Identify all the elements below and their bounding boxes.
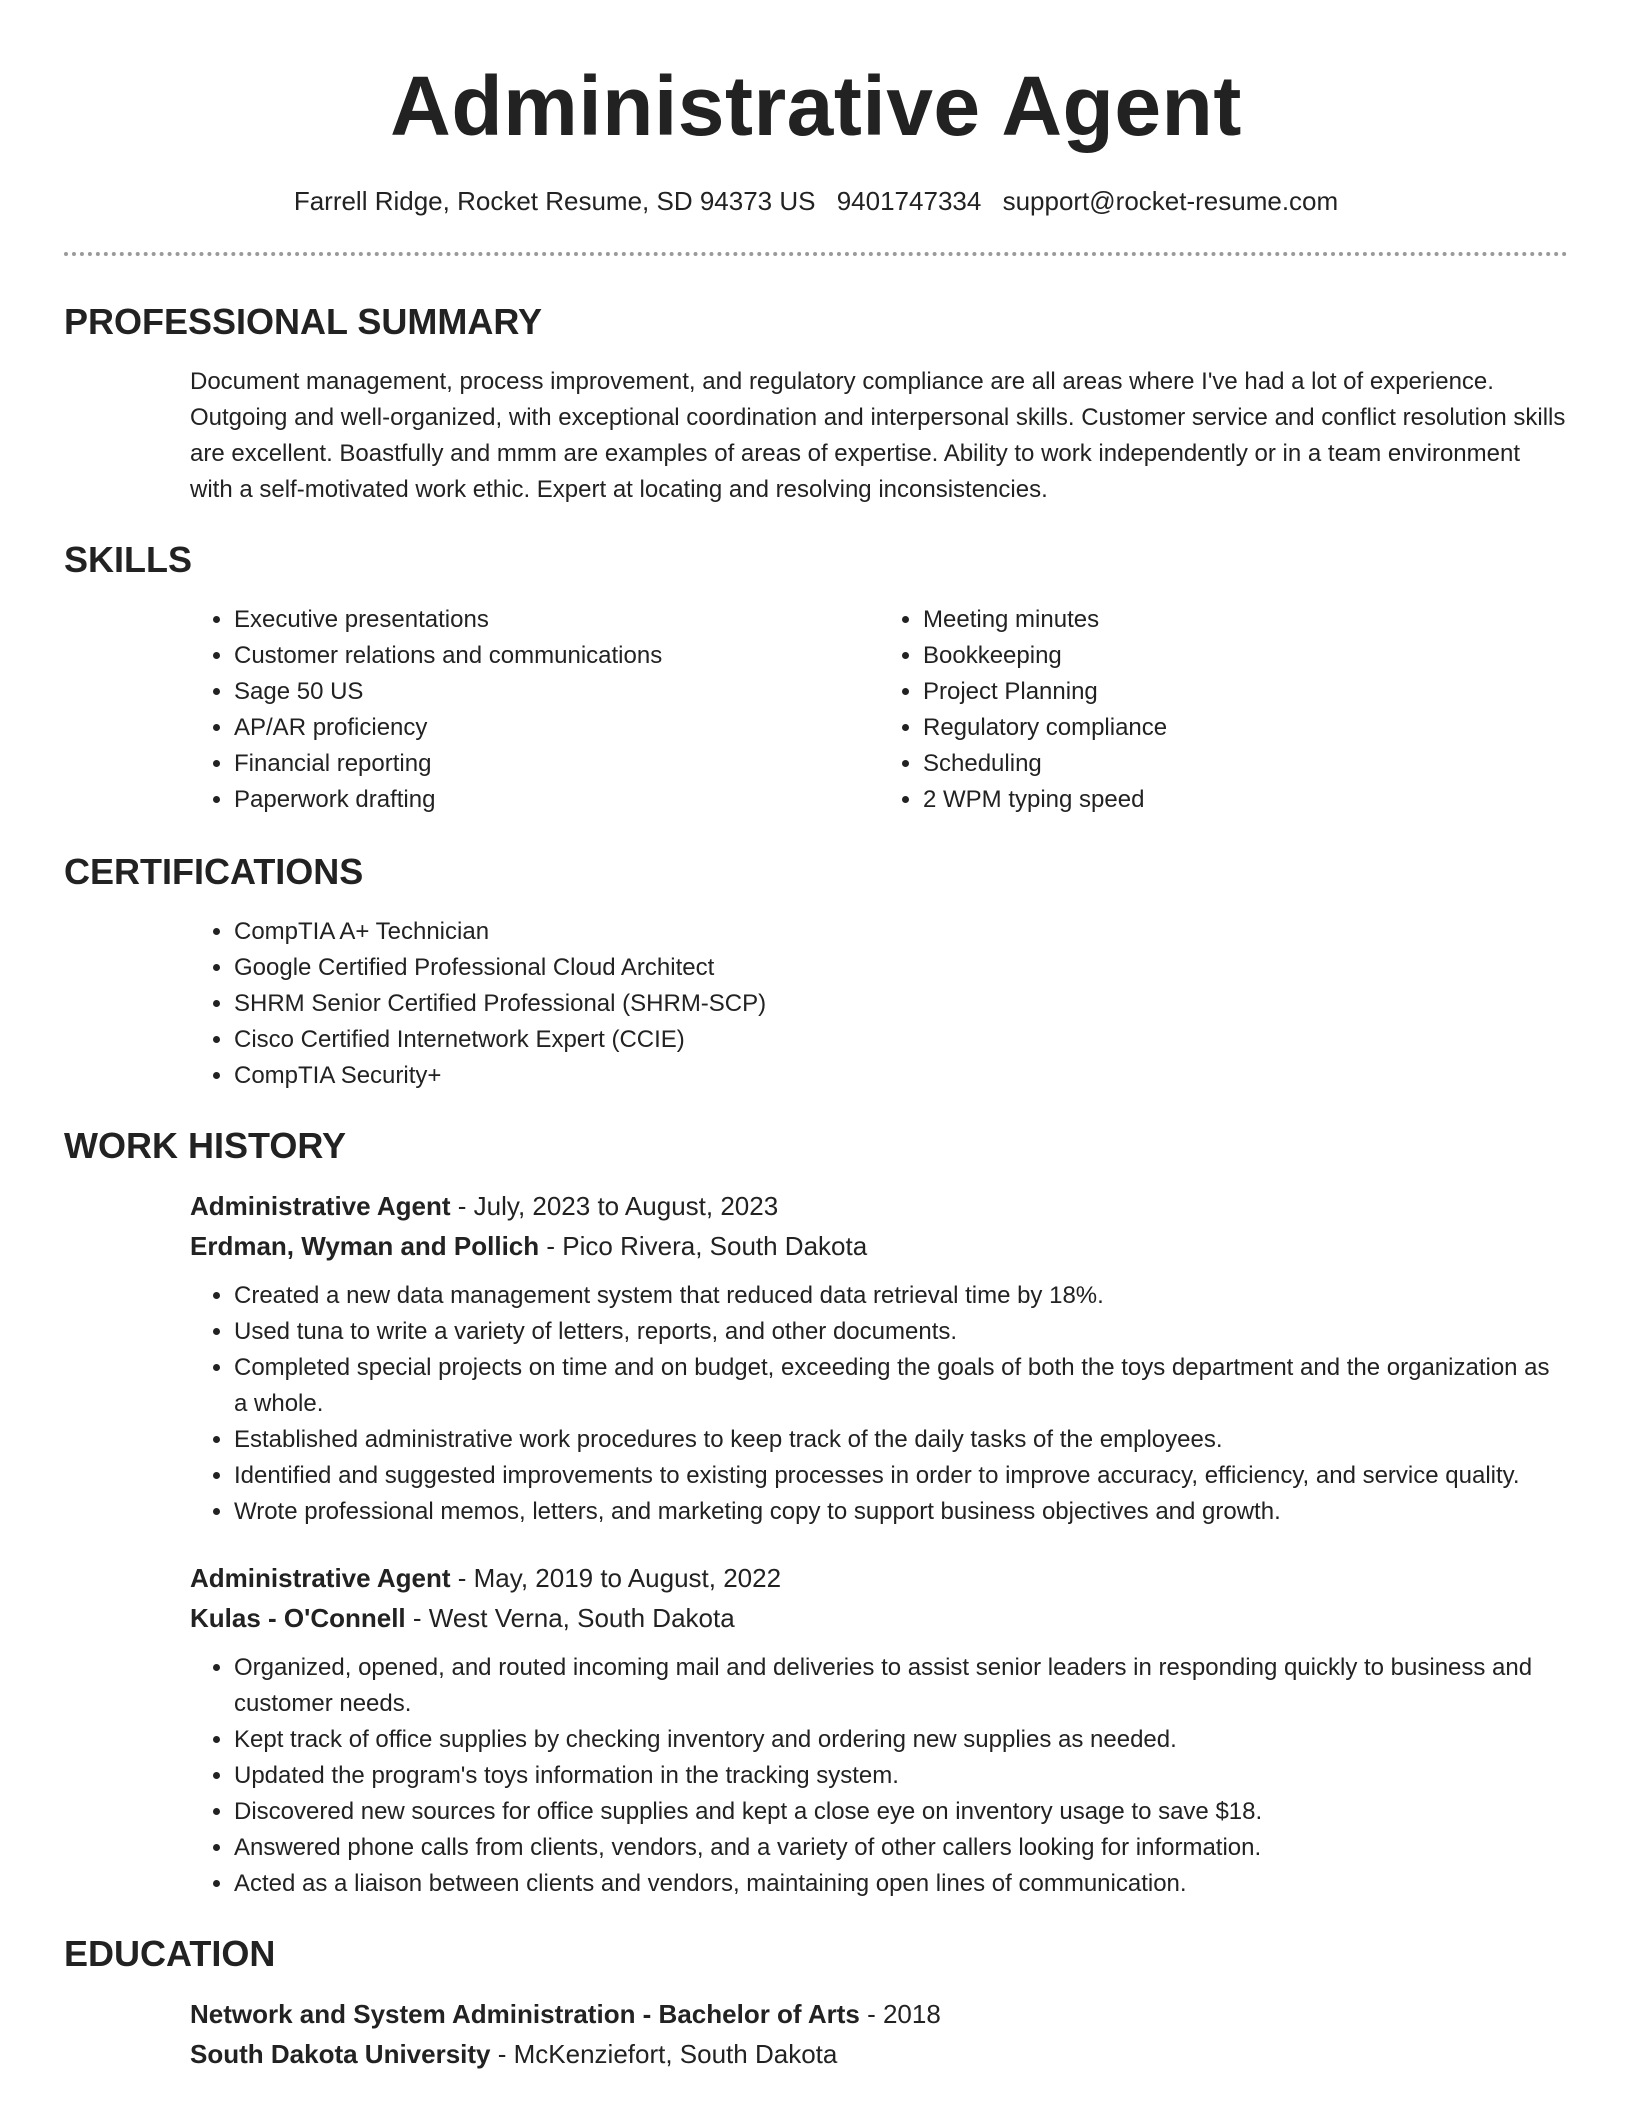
list-item: • Used tuna to write a variety of letters, reports, and other documents.: [234, 1314, 1568, 1350]
list-item: • Acted as a liaison between clients and vendors, maintaining open lines of communication.: [234, 1866, 1568, 1902]
list-item: • Sage 50 US: [234, 674, 879, 710]
list-item: • Google Certified Professional Cloud Architect: [234, 950, 1568, 986]
list-item: • Identified and suggested improvements to existing processes in order to improve accuracy, efficiency, and service quality.: [234, 1458, 1568, 1494]
list-item: • AP/AR proficiency: [234, 710, 879, 746]
list-item: • Kept track of office supplies by checking inventory and ordering new supplies as needed.: [234, 1722, 1568, 1758]
candidate-name: Administrative Agent: [390, 59, 1242, 153]
summary-text: Document management, process improvement, and regulatory compliance are all areas where I've had a lot of experience. Outgoing and well-organized, with exceptional coordination and interpersonal skills. Customer service and conflict resolution skills are excellent. Boastfully and mmm are examples of areas of expertise. Ability to work independently or in a team environment with a self-motivated work ethic. Expert at locating and resolving inconsistencies.: [190, 368, 1566, 503]
list-item: • Completed special projects on time and on budget, exceeding the goals of both the toys department and the organization as a whole.: [234, 1350, 1568, 1422]
list-item: • Discovered new sources for office supplies and kept a close eye on inventory usage to save $18.: [234, 1794, 1568, 1830]
job-location: - West Verna, South Dakota: [405, 1603, 735, 1633]
certifications-heading: CERTIFICATIONS: [64, 851, 364, 892]
education-entry: [190, 1994, 1568, 2074]
email: support@rocket-resume.com: [1002, 186, 1339, 216]
list-item: • Organized, opened, and routed incoming mail and deliveries to assist senior leaders in responding quickly to business and customer needs.: [234, 1650, 1568, 1722]
job-title-line: [190, 1186, 1568, 1226]
header-divider: [64, 252, 1568, 256]
job-entry: [190, 1186, 1568, 1530]
address: Farrell Ridge, Rocket Resume, SD 94373 US: [293, 186, 816, 216]
job-duties-list: [190, 1278, 1568, 1530]
job-role: Administrative Agent: [190, 1191, 451, 1221]
contact-line: [64, 184, 1568, 218]
job-company-line: [190, 1226, 1568, 1266]
list-item: • Financial reporting: [234, 746, 879, 782]
list-item: • Established administrative work procedures to keep track of the daily tasks of the employees.: [234, 1422, 1568, 1458]
list-item: • SHRM Senior Certified Professional (SHRM-SCP): [234, 986, 1568, 1022]
list-item: • Bookkeeping: [923, 638, 1568, 674]
list-item: • Customer relations and communications: [234, 638, 879, 674]
list-item: • Cisco Certified Internetwork Expert (CCIE): [234, 1022, 1568, 1058]
job-title-line: [190, 1558, 1568, 1598]
school-name: South Dakota University: [190, 2039, 491, 2069]
list-item: • Project Planning: [923, 674, 1568, 710]
job-duties-list: [190, 1650, 1568, 1902]
phone: 9401747334: [836, 186, 982, 216]
list-item: • Updated the program's toys information in the tracking system.: [234, 1758, 1568, 1794]
certifications-list: [190, 914, 1568, 1094]
summary-heading: PROFESSIONAL SUMMARY: [64, 301, 543, 342]
list-item: • Paperwork drafting: [234, 782, 879, 818]
list-item: • CompTIA A+ Technician: [234, 914, 1568, 950]
skills-heading: SKILLS: [64, 539, 193, 580]
degree: Network and System Administration - Bachelor of Arts: [190, 1999, 860, 2029]
skills-list: [190, 602, 1568, 818]
job-company-line: [190, 1598, 1568, 1638]
job-company: Kulas - O'Connell: [190, 1603, 406, 1633]
list-item: • Meeting minutes: [923, 602, 1568, 638]
list-item: • Created a new data management system that reduced data retrieval time by 18%.: [234, 1278, 1568, 1314]
list-item: • Wrote professional memos, letters, and marketing copy to support business objectives and growth.: [234, 1494, 1568, 1530]
degree-line: [190, 1994, 1568, 2034]
school-line: [190, 2034, 1568, 2074]
job-company: Erdman, Wyman and Pollich: [190, 1231, 540, 1261]
job-location: - Pico Rivera, South Dakota: [539, 1231, 868, 1261]
job-role: Administrative Agent: [190, 1563, 451, 1593]
job-dates: - May, 2019 to August, 2022: [450, 1563, 782, 1593]
school-location: - McKenziefort, South Dakota: [490, 2039, 838, 2069]
list-item: • 2 WPM typing speed: [923, 782, 1568, 818]
skills-right-column: [879, 602, 1568, 818]
resume-page: [64, 0, 1568, 2074]
job-dates: - July, 2023 to August, 2023: [450, 1191, 779, 1221]
list-item: • Regulatory compliance: [923, 710, 1568, 746]
list-item: • Answered phone calls from clients, vendors, and a variety of other callers looking for information.: [234, 1830, 1568, 1866]
graduation-year: - 2018: [859, 1999, 941, 2029]
list-item: • CompTIA Security+: [234, 1058, 1568, 1094]
education-heading: EDUCATION: [64, 1933, 276, 1974]
skills-left-column: [190, 602, 879, 818]
work-history-heading: WORK HISTORY: [64, 1125, 347, 1166]
list-item: • Executive presentations: [234, 602, 879, 638]
job-entry: [190, 1558, 1568, 1902]
list-item: • Scheduling: [923, 746, 1568, 782]
